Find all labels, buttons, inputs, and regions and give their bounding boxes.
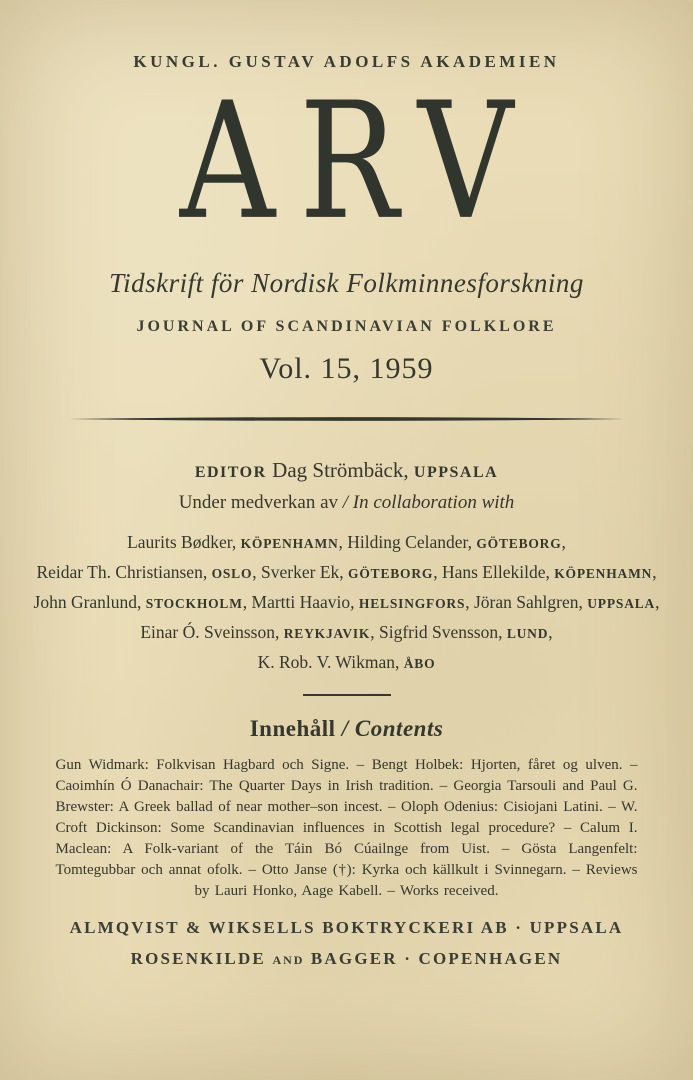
collaborators-list bbox=[0, 528, 693, 678]
styled-text-run: STOCKHOLM bbox=[145, 596, 243, 611]
text-run: , Sigfrid Svensson, bbox=[370, 622, 507, 642]
text-run: , bbox=[655, 592, 660, 612]
text-run: John Granlund, bbox=[33, 592, 146, 612]
styled-text-run: GÖTEBORG bbox=[348, 566, 434, 581]
journal-title-block bbox=[0, 68, 693, 256]
styled-text-run: AND bbox=[272, 953, 305, 967]
text-run: Innehåll bbox=[249, 716, 342, 741]
text-run: Laurits Bødker, bbox=[127, 532, 241, 552]
styled-text-run: KÖPENHAMN bbox=[240, 536, 339, 551]
volume-year: Vol. 15, 1959 bbox=[259, 352, 434, 385]
imprint-block bbox=[0, 912, 693, 976]
text-run: Einar Ó. Sveinsson, bbox=[140, 622, 284, 642]
styled-text-run: HELSINGFORS bbox=[358, 596, 466, 611]
collaborator-line bbox=[0, 558, 693, 588]
text-run: , Hans Ellekilde, bbox=[433, 562, 555, 582]
text-run: K. Rob. V. Wikman, bbox=[257, 652, 404, 672]
styled-text-run: / In collaboration with bbox=[342, 492, 515, 513]
styled-text-run: GÖTEBORG bbox=[476, 536, 562, 551]
text-run: Dag Strömbäck, bbox=[272, 458, 414, 482]
styled-text-run: EDITOR bbox=[194, 464, 273, 481]
divider-rule bbox=[303, 694, 391, 696]
styled-text-run: REYKJAVIK bbox=[283, 626, 371, 641]
collaborator-line bbox=[0, 618, 693, 648]
subtitle-english: JOURNAL OF SCANDINAVIAN FOLKLORE bbox=[136, 318, 557, 335]
styled-text-run: / Contents bbox=[341, 716, 444, 741]
collaborator-line bbox=[0, 528, 693, 558]
styled-text-run: ÅBO bbox=[403, 656, 436, 671]
styled-text-run: OSLO bbox=[211, 566, 253, 581]
collaborator-line bbox=[0, 648, 693, 678]
text-run: ROSENKILDE bbox=[130, 949, 273, 968]
imprint-line-uppsala: ALMQVIST & WIKSELLS BOKTRYCKERI AB · UPPSALA bbox=[69, 918, 624, 937]
text-run: , bbox=[652, 562, 657, 582]
text-run: , Sverker Ek, bbox=[252, 562, 349, 582]
contents-heading bbox=[0, 716, 693, 742]
swelled-rule bbox=[69, 416, 625, 422]
styled-text-run: LUND bbox=[506, 626, 549, 641]
text-run: , bbox=[561, 532, 566, 552]
styled-text-run: KÖPENHAMN bbox=[554, 566, 653, 581]
text-run: , Martti Haavio, bbox=[242, 592, 359, 612]
editor-line bbox=[0, 458, 693, 483]
styled-text-run: UPPSALA bbox=[413, 464, 499, 481]
collaboration-line bbox=[0, 492, 693, 514]
contents-text: Gun Widmark: Folkvisan Hagbard och Signe. – Bengt Holbek: Hjorten, fåret og ulven. – Caoimhín Ó Danachair: The Quarter Days in Irish tradition. – Georgia Tarsouli and Paul G. Brewster: A Greek ballad of near mother–son incest. – Oloph Odenius: Cisiojani Latini. – W. Croft Dickinson: Some Scandinavian influences in Scottish legal procedure? – Calum I. Maclean: A Folk-variant of the Táin Bó Cúailnge from Uist. – Gösta Langenfelt: Tomtegubbar och annat ofolk. – Otto Janse (†): Kyrka och källkult i Svinnegarn. – Reviews by Lauri Honko, Aage Kabell. – Works received. bbox=[55, 757, 638, 899]
text-run: , Jöran Sahlgren, bbox=[465, 592, 588, 612]
text-run: BAGGER · COPENHAGEN bbox=[304, 949, 563, 968]
subtitle-swedish: Tidskrift för Nordisk Folkminnesforskning bbox=[109, 268, 584, 298]
text-run: , Hilding Celander, bbox=[338, 532, 477, 552]
society-name: KUNGL. GUSTAV ADOLFS AKADEMIEN bbox=[133, 52, 560, 71]
text-run: Reidar Th. Christiansen, bbox=[36, 562, 212, 582]
text-run: Under medverkan av bbox=[178, 492, 343, 513]
text-run: , bbox=[548, 622, 553, 642]
imprint-line-copenhagen bbox=[0, 943, 693, 976]
collaborator-line bbox=[0, 588, 693, 618]
journal-title: ARV bbox=[179, 68, 538, 256]
styled-text-run: UPPSALA bbox=[587, 596, 656, 611]
